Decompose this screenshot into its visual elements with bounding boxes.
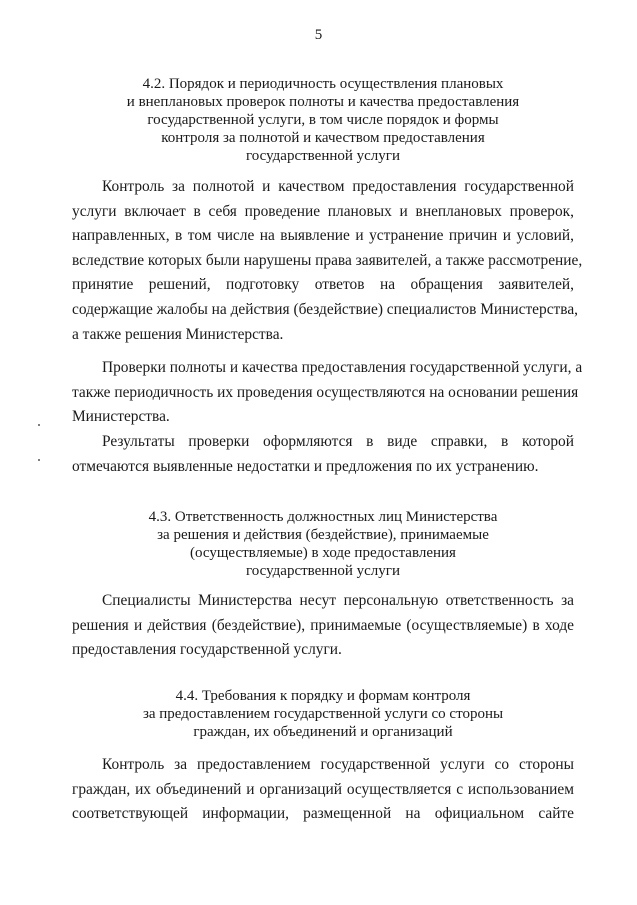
paragraph-line: Контроль за предоставлением государственной услуги со стороны: [102, 756, 574, 773]
paragraph-public-control: [72, 753, 574, 827]
paragraph-line: вследствие которых были нарушены права заявителей, а также рассмотрение,: [72, 251, 583, 269]
paragraph-line: граждан, их объединений и организаций осуществляется с использованием: [72, 780, 574, 798]
paragraph-line: Результаты проверки оформляются в виде справки, в которой: [102, 433, 574, 450]
paragraph-line: принятие решений, подготовку ответов на обращения заявителей,: [72, 276, 574, 294]
heading-line: за предоставлением государственной услуги со стороны: [142, 706, 504, 722]
heading-line: (осуществляемые) в ходе предоставления: [190, 545, 456, 561]
heading-line: 4.3. Ответственность должностных лиц Министерства: [148, 509, 498, 525]
paragraph-line: направленных, в том числе на выявление и устранение причин и условий,: [72, 227, 574, 245]
paragraph-line: Специалисты Министерства несут персональную ответственность за: [102, 592, 574, 609]
paragraph-line: а также решения Министерства.: [72, 325, 284, 343]
section-heading-4-3: [72, 508, 574, 580]
heading-line: государственной услуги: [246, 148, 400, 164]
paragraph-line: Министерства.: [72, 408, 170, 426]
paragraph-responsibility: [72, 589, 574, 663]
heading-line: 4.4. Требования к порядку и формам контроля: [175, 688, 471, 704]
heading-line: за решения и действия (бездействие), принимаемые: [157, 527, 489, 543]
paragraph-inspections-frequency: [72, 356, 583, 430]
paragraph-inspection-results: [72, 430, 574, 479]
section-heading-4-2: [72, 75, 574, 165]
paragraph-line: услуги включает в себя проведение плановых и внеплановых проверок,: [72, 202, 574, 220]
section-heading-4-4: [72, 687, 574, 741]
paragraph-line: содержащие жалобы на действия (бездействие) специалистов Министерства,: [72, 300, 578, 318]
heading-line: государственной услуги, в том числе порядок и формы: [147, 112, 499, 128]
paragraph-line: предоставления государственной услуги.: [72, 641, 342, 659]
paragraph-line: также периодичность их проведения осуществляются на основании решения: [72, 383, 579, 401]
paragraph-line: Проверки полноты и качества предоставления государственной услуги, а: [102, 359, 583, 376]
paragraph-line: соответствующей информации, размещенной на официальном сайте: [72, 805, 574, 823]
heading-line: государственной услуги: [246, 563, 400, 579]
paragraph-line: решения и действия (бездействие), принимаемые (осуществляемые) в ходе: [72, 616, 574, 634]
scan-speck: [38, 424, 40, 426]
heading-line: граждан, их объединений и организаций: [193, 724, 453, 740]
scan-speck: [38, 459, 40, 461]
heading-line: контроля за полнотой и качеством предоставления: [161, 130, 485, 146]
paragraph-line: отмечаются выявленные недостатки и предложения по их устранению.: [72, 457, 539, 475]
heading-line: и внеплановых проверок полноты и качества предоставления: [126, 94, 520, 110]
heading-line: 4.2. Порядок и периодичность осуществления плановых: [142, 76, 504, 92]
paragraph-line: Контроль за полнотой и качеством предоставления государственной: [102, 178, 574, 195]
page-number: 5: [314, 27, 323, 43]
paragraph-control-scope: [72, 175, 583, 347]
